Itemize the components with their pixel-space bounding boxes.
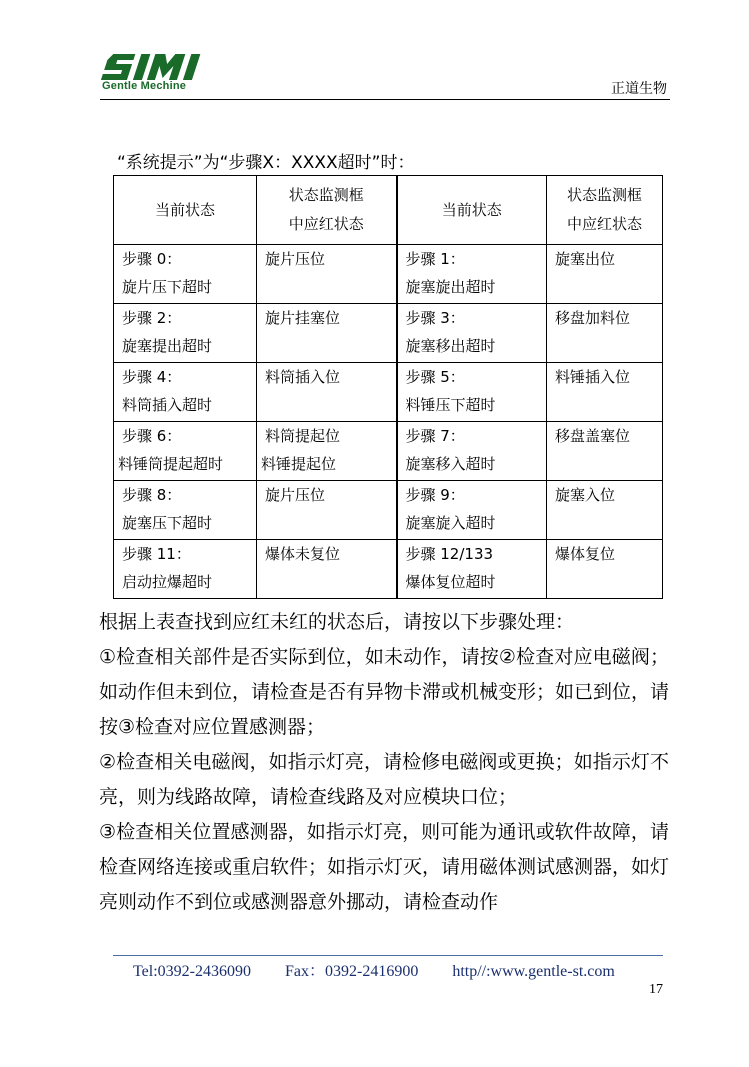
header-monitor-state-right (547, 176, 663, 245)
header-current-state-right: 当前状态 (397, 176, 547, 245)
step-timeout: 旋塞移入超时 (405, 455, 496, 473)
header-monitor-line2: 中应红状态 (566, 215, 642, 233)
header-monitor-state-left (257, 176, 397, 245)
header-current-state-left: 当前状态 (114, 176, 257, 245)
left-state-cell (257, 481, 397, 540)
right-state-cell (547, 422, 663, 481)
step-label: 步骤 0： (122, 250, 182, 268)
right-step-cell (397, 540, 547, 599)
left-step-cell (114, 540, 257, 599)
procedure-step-2: ②检查相关电磁阀，如指示灯亮，请检修电磁阀或更换；如指示灯不亮，则为线路故障，请检查线路及对应模块口位； (99, 751, 669, 808)
logo-subtitle: Gentle Mechine (102, 80, 187, 92)
state-value: 旋片压位 (265, 250, 326, 268)
state-value: 爆体未复位 (265, 545, 341, 563)
table-row (114, 363, 663, 422)
step-label: 步骤 3： (405, 309, 465, 327)
table-row (114, 304, 663, 363)
table-row (114, 481, 663, 540)
state-value: 移盘盖塞位 (555, 427, 631, 445)
step-label: 步骤 12/133 (405, 545, 494, 563)
left-state-cell (257, 422, 397, 481)
procedure-step-1: ①检查相关部件是否实际到位，如未动作，请按②检查对应电磁阀；如动作但未到位，请检查是否有异物卡滞或机械变形；如已到位，请按③检查对应位置感测器； (99, 646, 670, 738)
company-name: 正道生物 (611, 81, 667, 97)
step-timeout: 旋塞旋入超时 (405, 514, 496, 532)
header-monitor-line2: 中应红状态 (288, 215, 364, 233)
status-table (113, 175, 663, 599)
right-state-cell (547, 304, 663, 363)
footer-divider (113, 955, 663, 956)
step-label: 步骤 9： (405, 486, 465, 504)
state-value: 旋塞出位 (555, 250, 616, 268)
right-step-cell (397, 245, 547, 304)
left-step-cell (114, 304, 257, 363)
step-label: 步骤 5： (405, 368, 465, 386)
right-state-cell (547, 540, 663, 599)
state-value: 料锤插入位 (555, 368, 631, 386)
step-timeout: 旋塞旋出超时 (405, 278, 496, 296)
right-step-cell (397, 304, 547, 363)
table-header-row (114, 176, 663, 245)
right-step-cell (397, 422, 547, 481)
step-timeout: 旋塞压下超时 (122, 514, 213, 532)
left-state-cell (257, 540, 397, 599)
state-value: 旋片压位 (265, 486, 326, 504)
step-label: 步骤 11： (122, 545, 191, 563)
procedure-step-3: ③检查相关位置感测器，如指示灯亮，则可能为通讯或软件故障，请检查网络连接或重启软件；如指示灯灭，请用磁体测试感测器，如灯亮则动作不到位或感测器意外挪动，请检查动作 (99, 821, 670, 913)
right-state-cell (547, 481, 663, 540)
left-state-cell (257, 363, 397, 422)
state-value: 移盘加料位 (555, 309, 631, 327)
state-value: 料筒提起位 (265, 427, 341, 445)
page-number: 17 (649, 982, 663, 997)
header-monitor-line1: 状态监测框 (566, 186, 642, 204)
left-step-cell (114, 363, 257, 422)
table-row (114, 422, 663, 481)
step-label: 步骤 4： (122, 368, 182, 386)
footer-fax: Fax：0392-2416900 (284, 963, 419, 980)
table-row (114, 540, 663, 599)
step-timeout: 旋片压下超时 (122, 278, 213, 296)
step-timeout: 启动拉爆超时 (122, 573, 213, 591)
step-timeout: 料锤筒提起超时 (118, 455, 224, 473)
step-label: 步骤 2： (122, 309, 182, 327)
state-value: 料锤提起位 (261, 455, 337, 473)
simi-logo-mark (100, 52, 212, 82)
step-label: 步骤 8： (122, 486, 182, 504)
left-step-cell (114, 245, 257, 304)
procedure-text (99, 605, 669, 920)
step-timeout: 爆体复位超时 (405, 573, 496, 591)
right-step-cell (397, 481, 547, 540)
table-row (114, 245, 663, 304)
step-timeout: 料锤压下超时 (405, 396, 496, 414)
right-step-cell (397, 363, 547, 422)
left-step-cell (114, 481, 257, 540)
state-value: 料筒插入位 (265, 368, 341, 386)
step-label: 步骤 7： (405, 427, 465, 445)
footer-url[interactable]: http//:www.gentle-st.com (452, 963, 615, 980)
right-state-cell (547, 245, 663, 304)
state-value: 爆体复位 (555, 545, 616, 563)
state-value: 旋片挂塞位 (265, 309, 341, 327)
step-label: 步骤 1： (405, 250, 465, 268)
left-step-cell (114, 422, 257, 481)
step-timeout: 旋塞移出超时 (405, 337, 496, 355)
header-monitor-line1: 状态监测框 (288, 186, 364, 204)
header-divider (100, 99, 670, 100)
procedure-intro: 根据上表查找到应红未红的状态后，请按以下步骤处理： (99, 611, 575, 633)
step-timeout: 旋塞提出超时 (122, 337, 213, 355)
footer-tel: Tel:0392-2436090 (133, 963, 251, 980)
step-timeout: 料筒插入超时 (122, 396, 213, 414)
left-state-cell (257, 245, 397, 304)
table-intro: “系统提示”为“步骤X：XXXX超时”时： (117, 153, 415, 173)
state-value: 旋塞入位 (555, 486, 616, 504)
footer-contact (133, 958, 645, 981)
left-state-cell (257, 304, 397, 363)
right-state-cell (547, 363, 663, 422)
step-label: 步骤 6： (122, 427, 182, 445)
